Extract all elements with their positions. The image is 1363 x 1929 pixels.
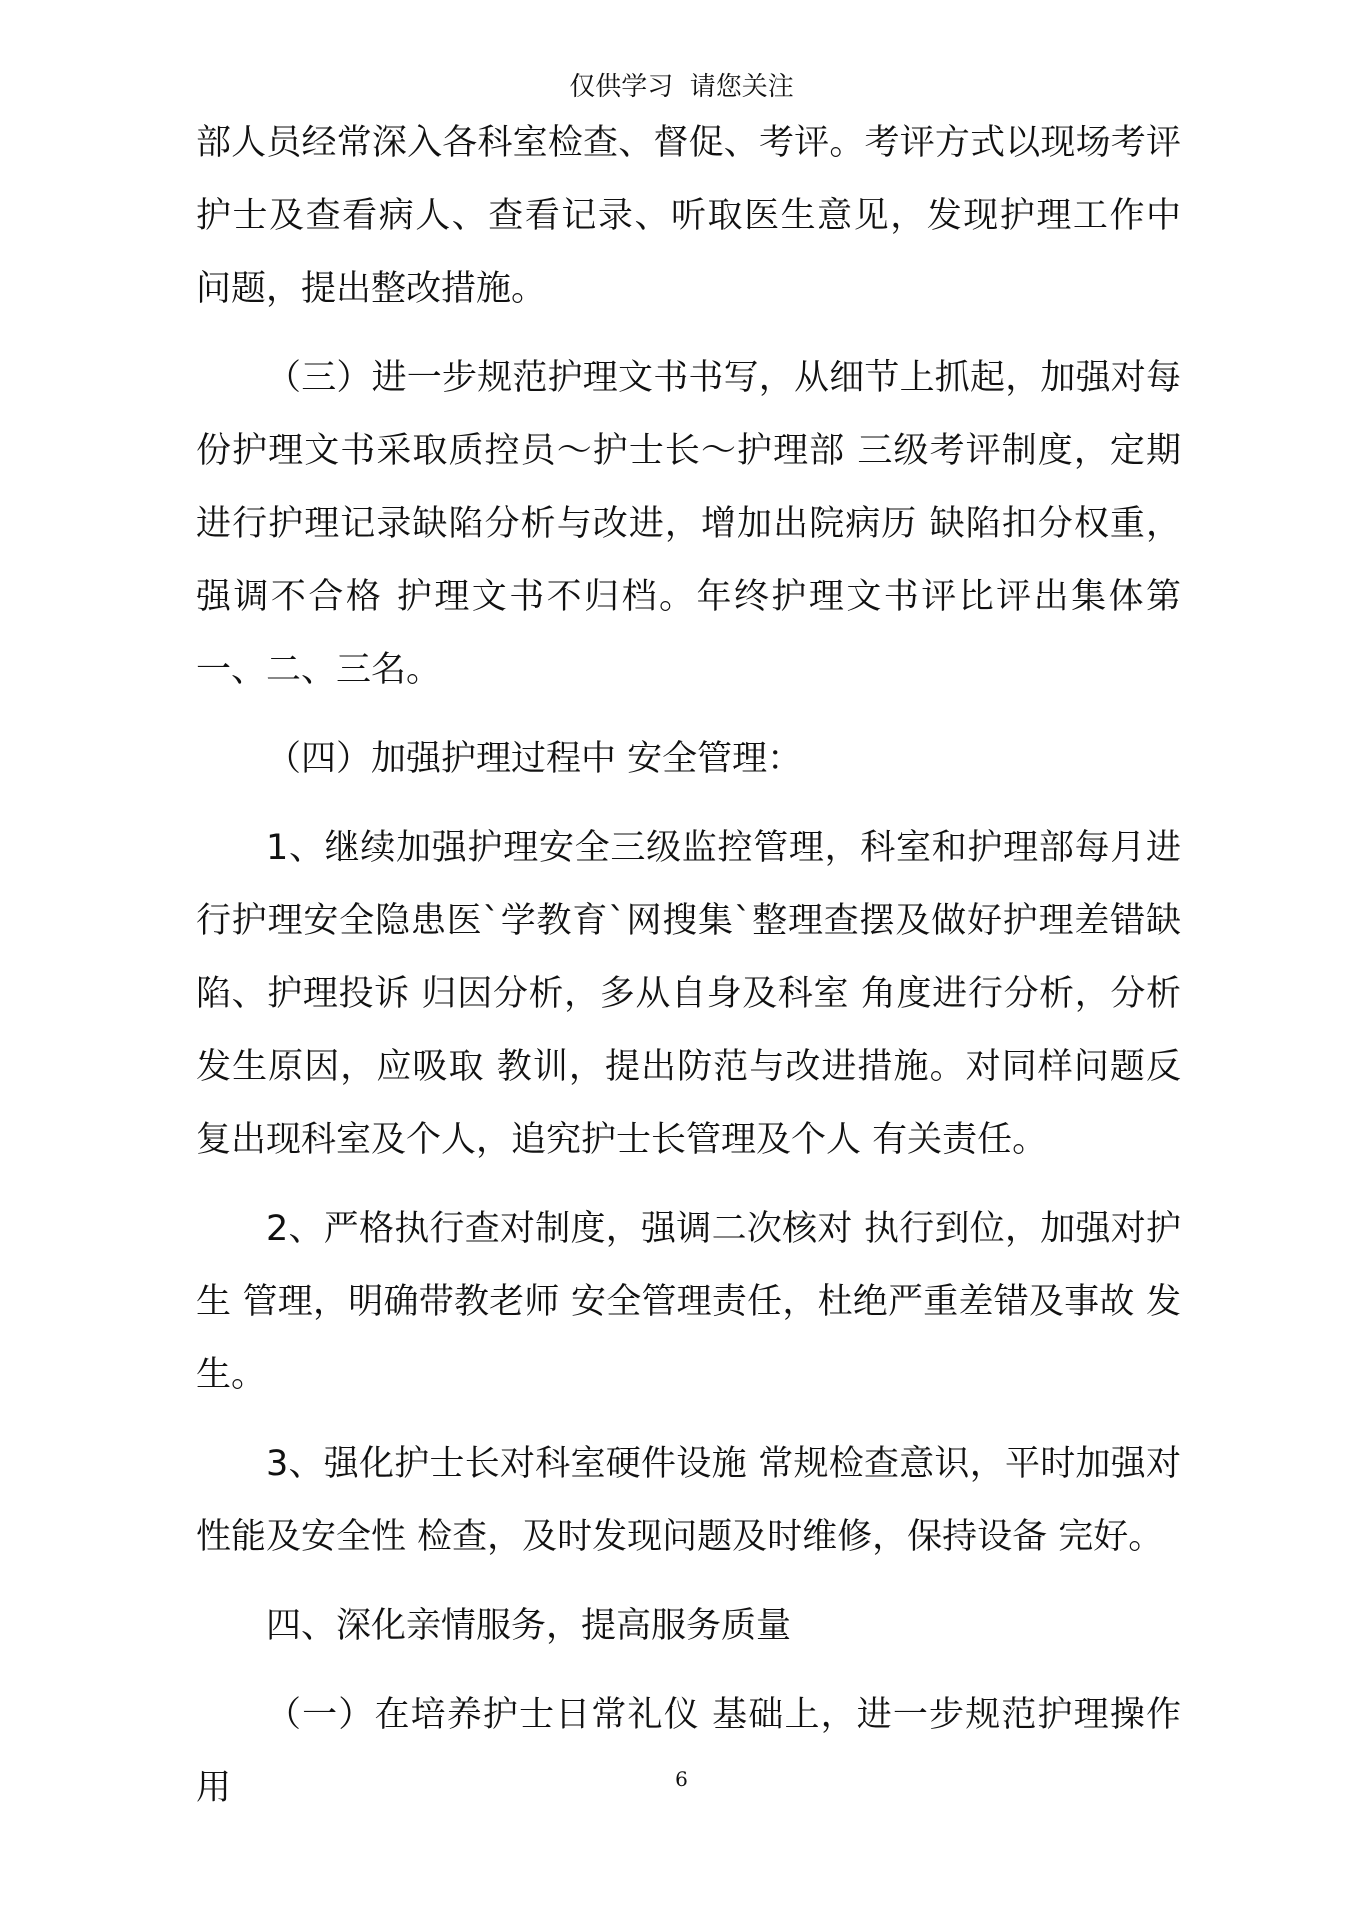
paragraph: （三）进一步规范护理文书书写，从细节上抓起，加强对每份护理文书采取质控员～护士长～护理部 三级考评制度，定期进行护理记录缺陷分析与改进，增加出院病历 缺陷扣分权重，强调不合格 护理文书不归档。年终护理文书评比评出集体第一、二、三名。 bbox=[196, 358, 1181, 690]
paragraph: （四）加强护理过程中 安全管理： bbox=[266, 739, 803, 779]
paragraph: （一）在培养护士日常礼仪 基础上，进一步规范护理操作用 bbox=[196, 1695, 1181, 1808]
section-heading: 四、深化亲情服务，提高服务质量 bbox=[266, 1606, 792, 1646]
paragraph: 2、严格执行查对制度，强调二次核对 执行到位，加强对护生 管理，明确带教老师 安全管理责任，杜绝严重差错及事故 发生。 bbox=[196, 1209, 1181, 1395]
document-body bbox=[196, 107, 1181, 1825]
page-number: 6 bbox=[675, 1767, 688, 1791]
paragraph: 3、强化护士长对科室硬件设施 常规检查意识，平时加强对性能及安全性 检查，及时发现问题及时维修，保持设备 完好。 bbox=[196, 1444, 1181, 1557]
page-header: 仅供学习 请您关注 bbox=[569, 72, 794, 102]
paragraph: 部人员经常深入各科室检查、督促、考评。考评方式以现场考评护士及查看病人、查看记录、听取医生意见，发现护理工作中 问题，提出整改措施。 bbox=[196, 123, 1181, 309]
paragraph: 1、继续加强护理安全三级监控管理，科室和护理部每月进行护理安全隐患医`学教育`网搜集`整理查摆及做好护理差错缺陷、护理投诉 归因分析，多从自身及科室 角度进行分析，分析发生原因，应吸取 教训，提出防范与改进措施。对同样问题反复出现科室及个人，追究护士长管理及个人 有关责任。 bbox=[196, 828, 1181, 1160]
